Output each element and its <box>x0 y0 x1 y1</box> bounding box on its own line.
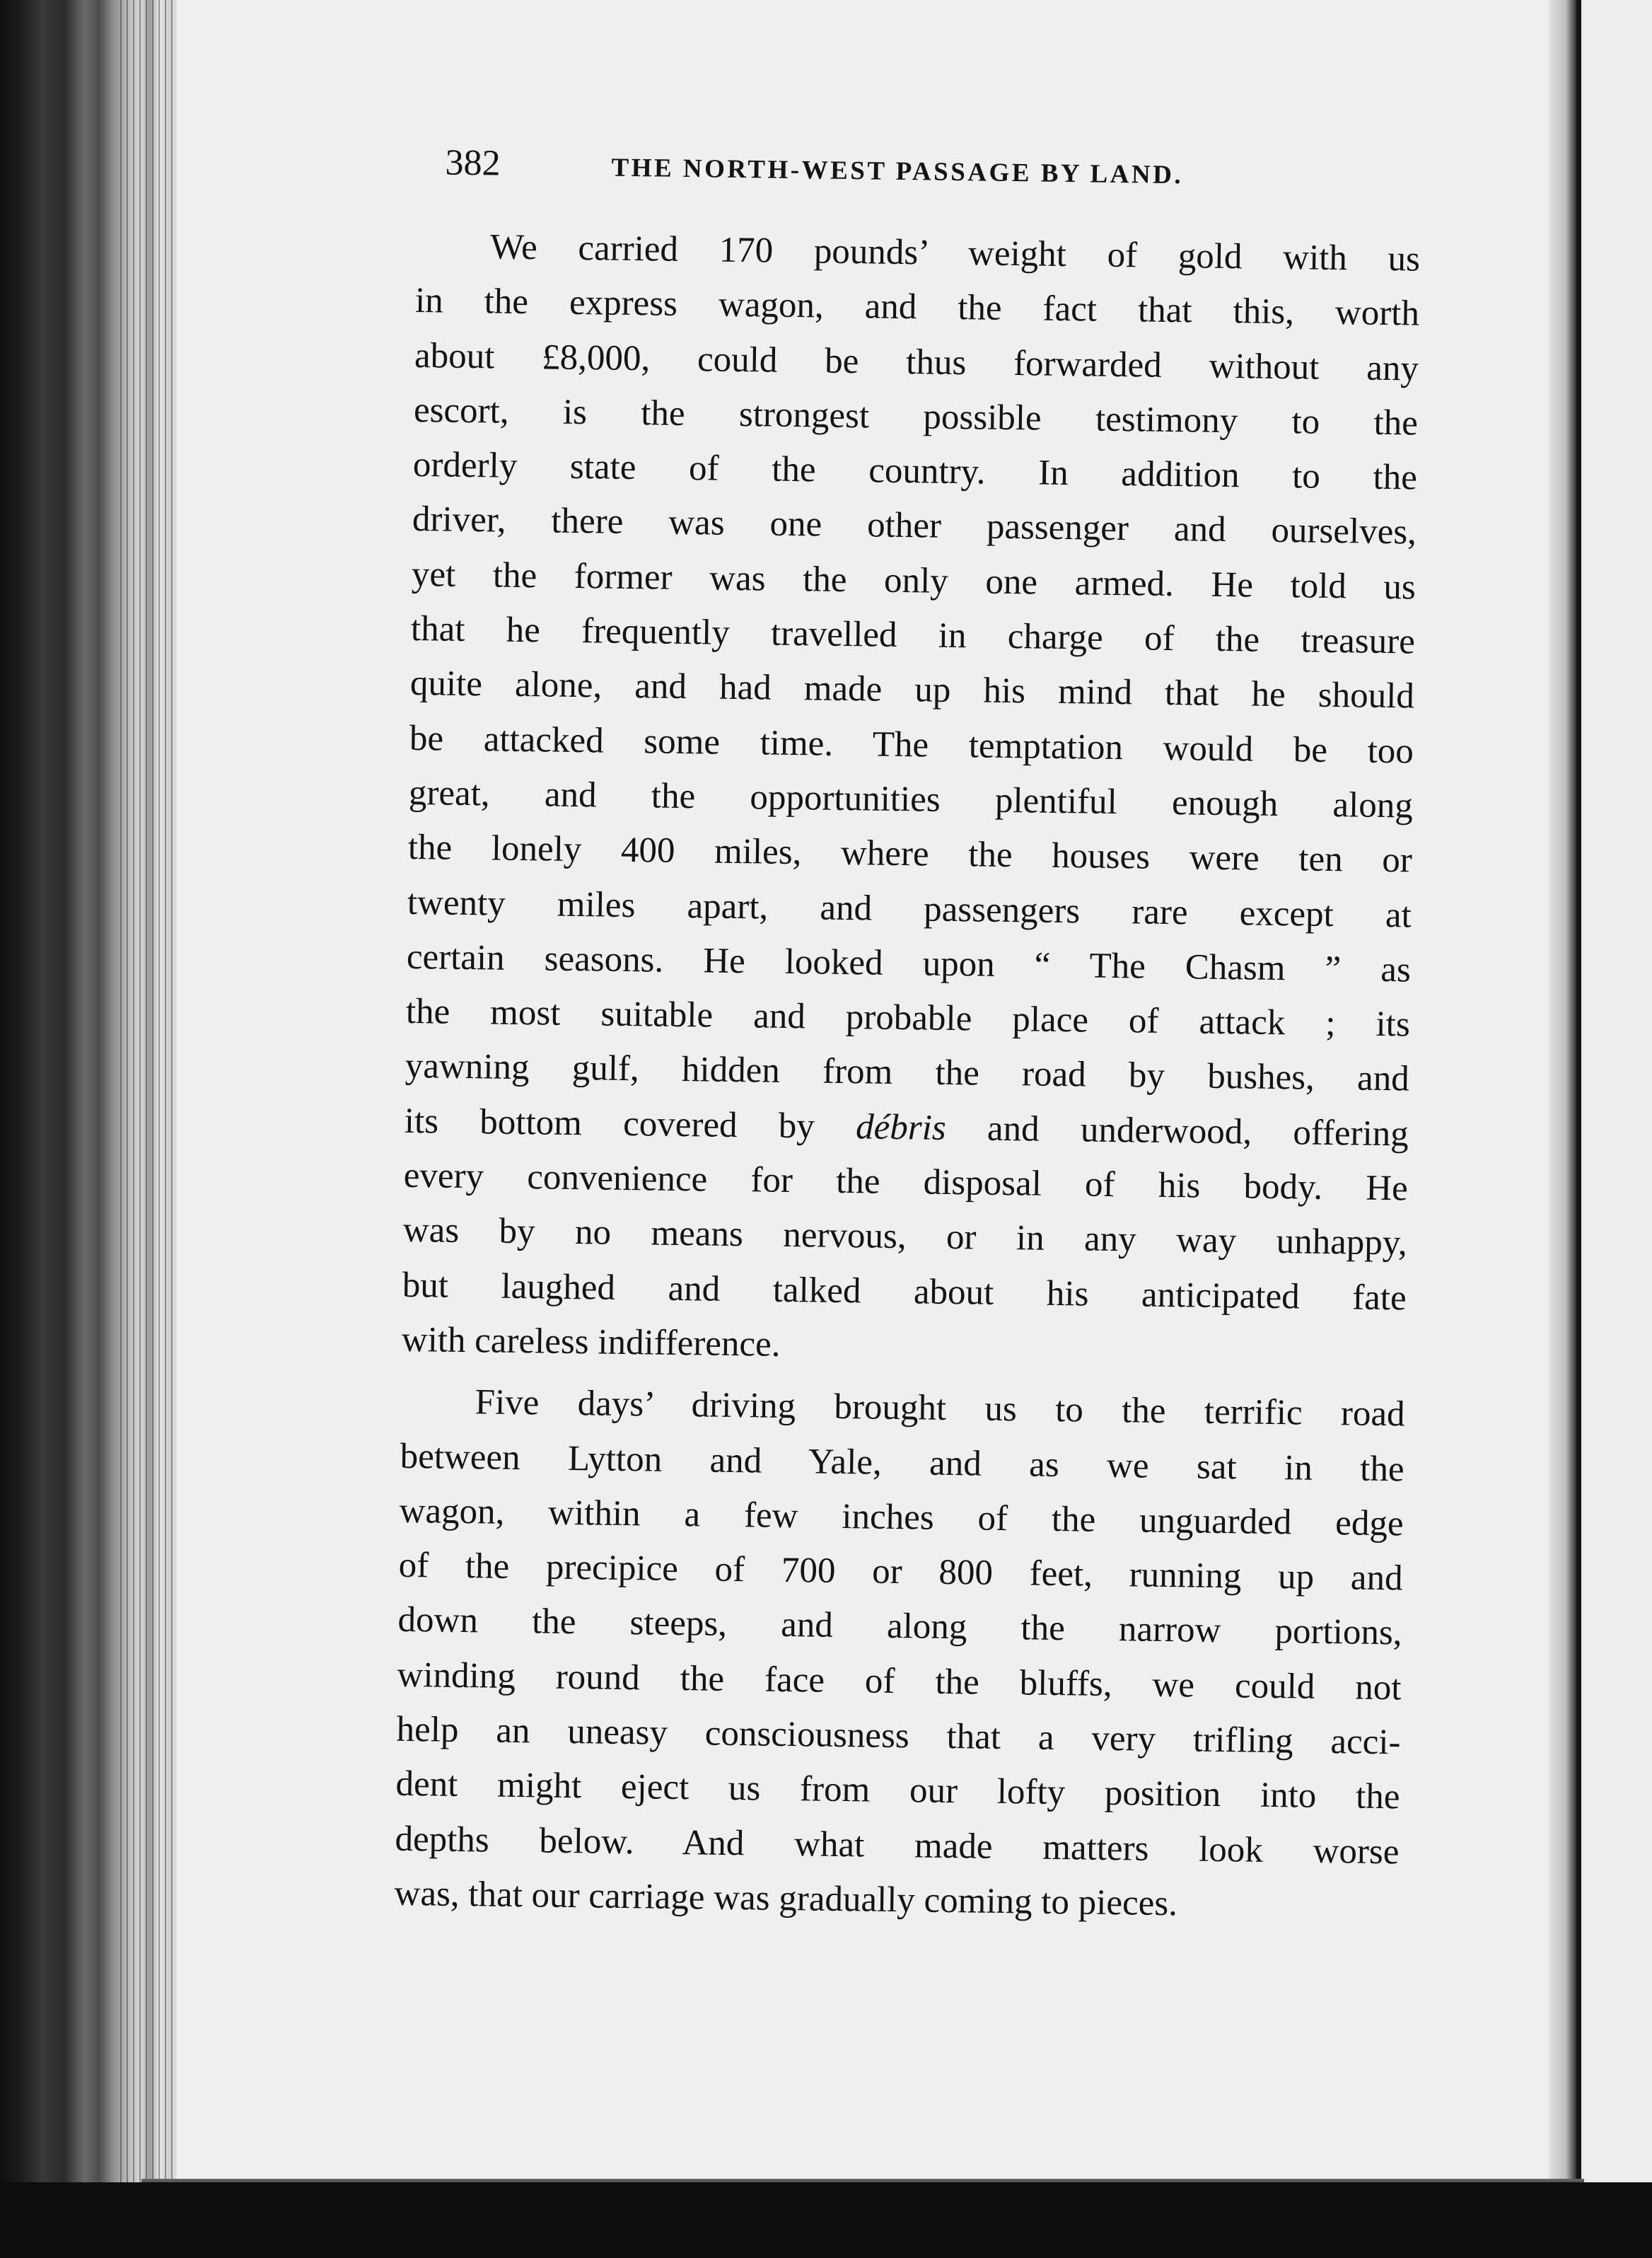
text-line: dent might eject us from our lofty position into the <box>395 1764 1400 1817</box>
page-edges <box>120 0 184 2258</box>
text-line: escort, is the strongest possible testimony to the <box>413 390 1419 444</box>
text-line: with careless indifference. <box>401 1319 781 1365</box>
body-text <box>394 219 1420 1935</box>
text-line: its bottom covered by débris and underwood, offering <box>404 1101 1409 1154</box>
text-line: driver, there was one other passenger and ourselves, <box>412 499 1417 553</box>
text-line: every convenience for the disposal of his body. He <box>403 1155 1409 1209</box>
text-line: winding round the face of the bluffs, we could not <box>397 1655 1402 1708</box>
text-line: between Lytton and Yale, and as we sat in the <box>400 1436 1404 1489</box>
text-line: yawning gulf, hidden from the road by bushes, and <box>405 1046 1410 1099</box>
text-line: great, and the opportunities plentiful enough along <box>408 772 1414 826</box>
text-line: depths below. And what made matters look worse <box>395 1819 1400 1872</box>
page-number: 382 <box>445 142 501 184</box>
text-line: help an uneasy consciousness that a very trifling acci- <box>396 1709 1401 1763</box>
text-line: the most suitable and probable place of attack ; its <box>405 992 1411 1045</box>
text-line: down the steeps, and along the narrow portions, <box>397 1600 1402 1653</box>
text-block <box>394 141 1421 1942</box>
text-line: but laughed and talked about his anticipated fate <box>402 1265 1407 1319</box>
text-line: in the express wagon, and the fact that this, worth <box>414 281 1420 334</box>
paragraph <box>394 1374 1405 1934</box>
running-title: THE NORTH-WEST PASSAGE BY LAND. <box>611 153 1184 190</box>
text-line: orderly state of the country. In addition to the <box>412 445 1418 498</box>
text-line: about £8,000, could be thus forwarded without any <box>414 335 1419 389</box>
text-line: of the precipice of 700 or 800 feet, running up and <box>398 1545 1403 1599</box>
paragraph <box>401 219 1420 1381</box>
text-line: Five days’ driving brought us to the terrific road <box>475 1382 1405 1435</box>
text-line: be attacked some time. The temptation would be too <box>409 718 1414 772</box>
text-line: yet the former was the only one armed. He told us <box>411 554 1417 608</box>
italic-word: débris <box>855 1106 947 1148</box>
text-line: certain seasons. He looked upon “ The Chasm ” as <box>406 937 1412 990</box>
text-line: quite alone, and had made up his mind that he should <box>409 664 1415 717</box>
text-line: was by no means nervous, or in any way unhappy, <box>402 1210 1408 1263</box>
text-line: twenty miles apart, and passengers rare except at <box>407 882 1412 936</box>
facing-page-edge <box>1577 0 1652 2182</box>
gutter-shadow <box>1549 0 1577 2182</box>
text-line: that he frequently travelled in charge of the treasure <box>410 609 1416 662</box>
text-line: wagon, within a few inches of the unguarded edge <box>399 1490 1404 1544</box>
scan-background <box>0 2182 1652 2258</box>
text-line: was, that our carriage was gradually coming to pieces. <box>394 1873 1178 1924</box>
text-line: the lonely 400 miles, where the houses were ten or <box>407 828 1413 881</box>
text-line: We carried 170 pounds’ weight of gold with us <box>489 227 1421 279</box>
